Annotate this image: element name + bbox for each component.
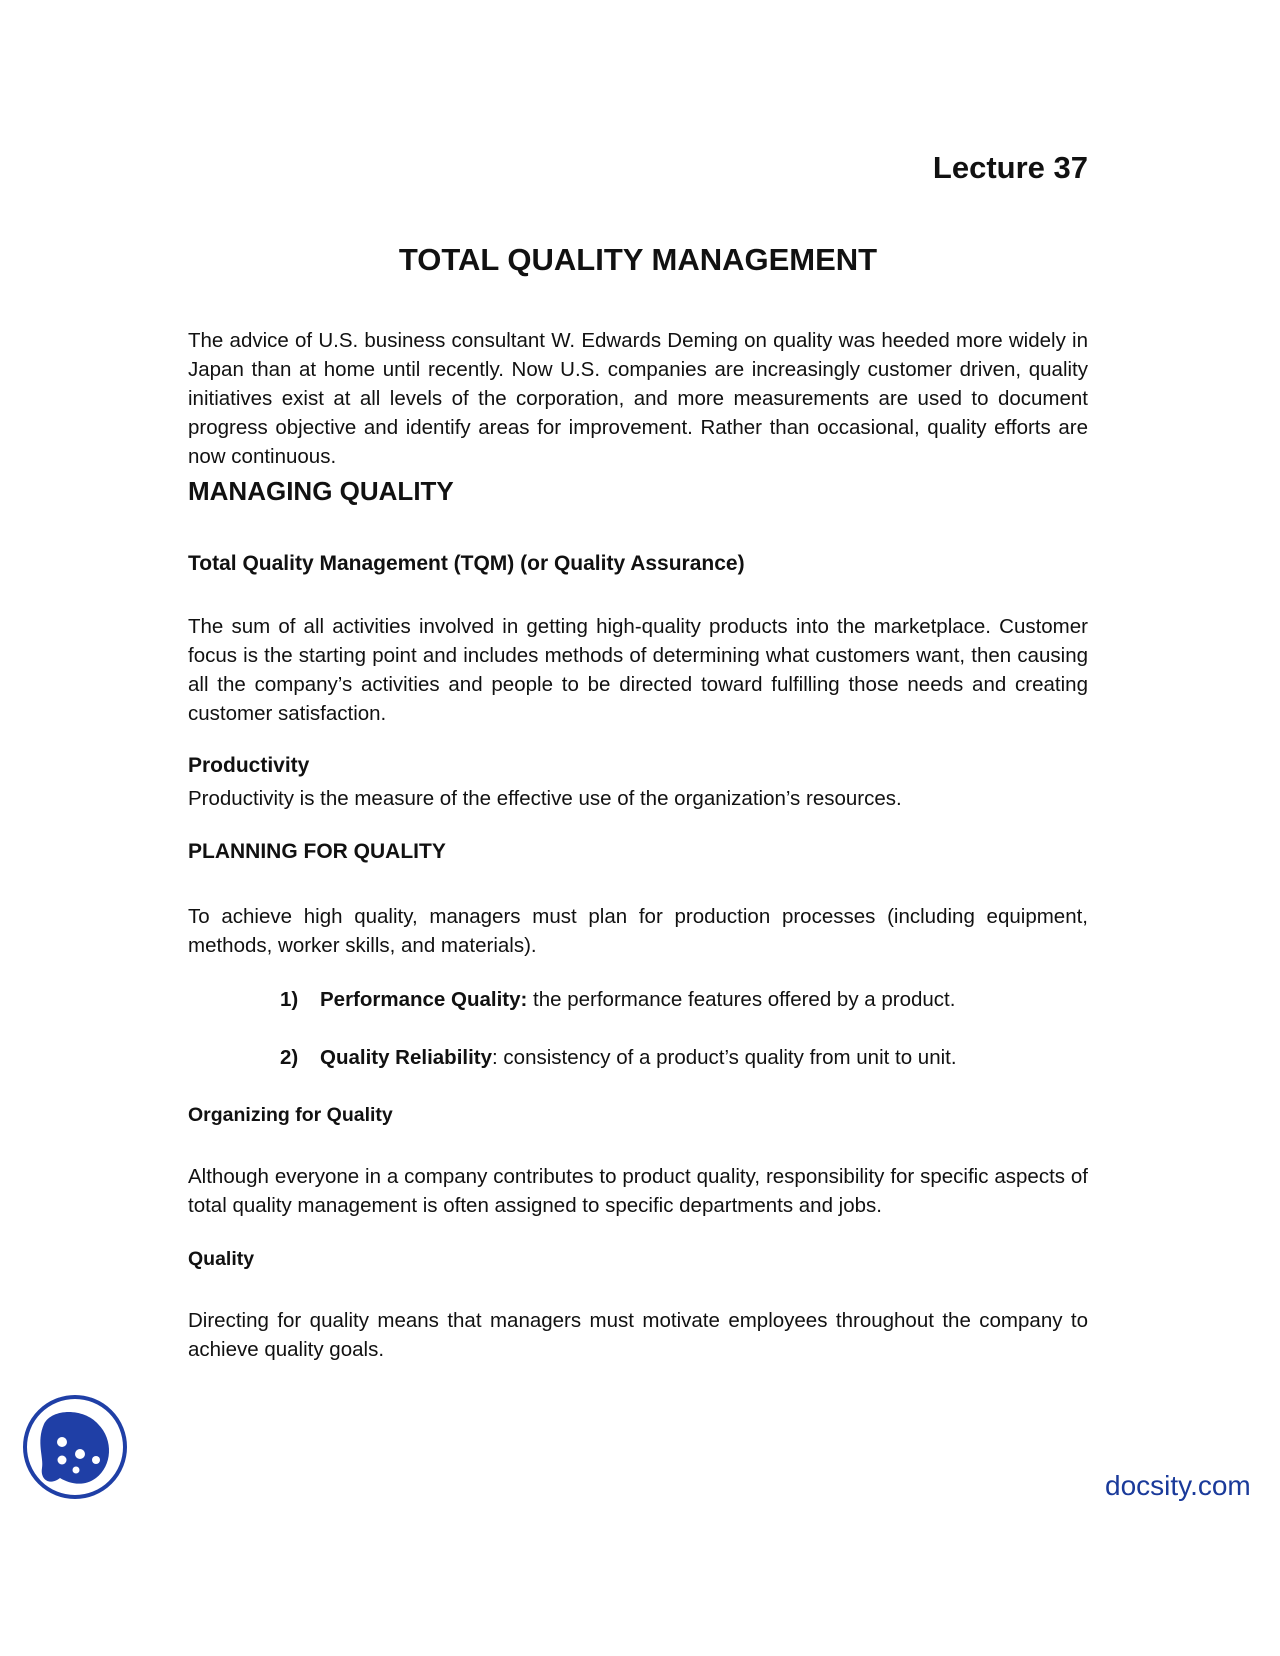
list-item-number: 2) [280, 1046, 299, 1069]
quality-heading: Quality [188, 1248, 255, 1270]
docsity-brand-link[interactable]: docsity.com [1105, 1470, 1251, 1501]
tqm-paragraph: The sum of all activities involved in getting high-quality products into the marketplace. Customer focus is the starting point and includes methods of determining what customers want, then causing all the company’s activities and people to be directed toward fulfilling those needs and creating customer satisfaction. [188, 615, 1088, 725]
lecture-number: Lecture 37 [932, 150, 1088, 185]
managing-quality-heading: MANAGING QUALITY [188, 476, 454, 506]
planning-heading: PLANNING FOR QUALITY [188, 840, 446, 863]
list-item-term: Performance Quality: [320, 988, 528, 1011]
list-item-description: : consistency of a product’s quality from unit to unit. [492, 1046, 957, 1069]
docsity-logo-icon[interactable] [22, 1394, 128, 1500]
list-item [280, 1046, 957, 1070]
list-item-term: Quality Reliability [320, 1046, 493, 1069]
organizing-paragraph: Although everyone in a company contributes to product quality, responsibility for specific aspects of total quality management is often assigned to specific departments and jobs. [188, 1165, 1088, 1217]
list-item [280, 988, 955, 1012]
document-title: TOTAL QUALITY MANAGEMENT [398, 242, 878, 277]
organizing-heading: Organizing for Quality [188, 1104, 393, 1126]
list-item-number: 1) [280, 988, 299, 1011]
quality-paragraph: Directing for quality means that managers must motivate employees throughout the company to achieve quality goals. [188, 1309, 1088, 1361]
planning-paragraph: To achieve high quality, managers must plan for production processes (including equipment, methods, worker skills, and materials). [188, 905, 1088, 957]
productivity-heading: Productivity [188, 754, 310, 777]
intro-paragraph: The advice of U.S. business consultant W. Edwards Deming on quality was heeded more widely in Japan than at home until recently. Now U.S. companies are increasingly customer driven, quality initiatives exist at all levels of the corporation, and more measurements are used to document progress objective and identify areas for improvement. Rather than occasional, quality efforts are now continuous. [188, 329, 1088, 468]
productivity-paragraph: Productivity is the measure of the effective use of the organization’s resources. [188, 787, 902, 810]
tqm-heading: Total Quality Management (TQM) (or Quality Assurance) [188, 552, 745, 575]
list-item-description: the performance features offered by a product. [527, 988, 956, 1011]
